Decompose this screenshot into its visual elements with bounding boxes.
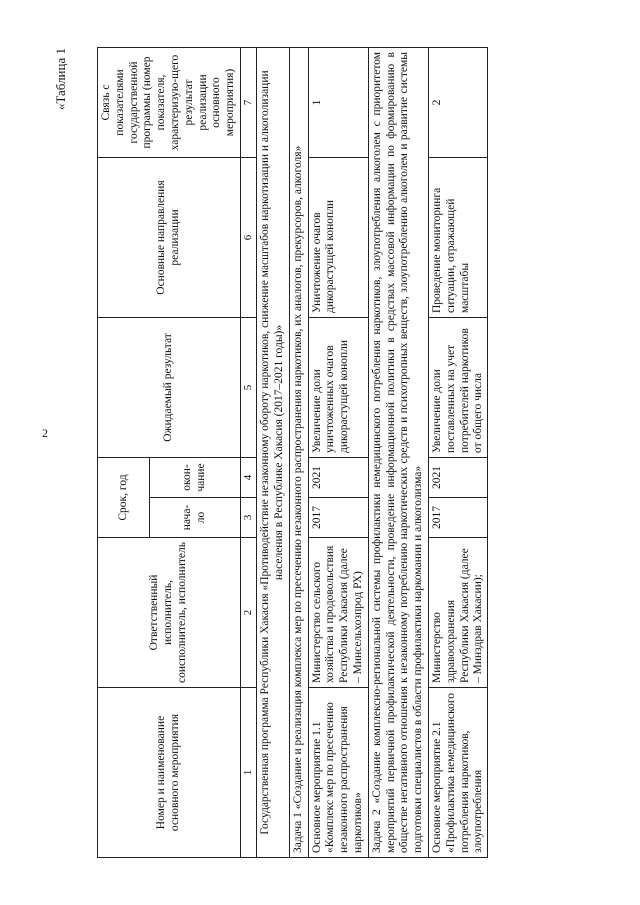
rotated-table-block <box>53 48 527 858</box>
measure-result: Увеличение доли уничтоженных очагов дикорастущей конопли <box>308 318 368 458</box>
measure-start: 2017 <box>308 498 368 538</box>
column-number: 1 <box>240 688 256 858</box>
header-term: Срок, год <box>98 458 150 538</box>
measures-table <box>97 47 488 858</box>
measure-name: Основное мероприятие 1.1 «Комплекс мер по пресечению незаконного распространения наркотиков» <box>308 688 368 858</box>
column-number: 5 <box>240 318 256 458</box>
task-2-text: Задача 2 «Создание комплексно-региональной системы профилактики немедицинского потребления наркотиков, злоупотребления алкоголем с приоритетом мероприятий первичной профилактической деятельности, проведение информационной политики в средствах массовой информации по формированию в обществе негативного отношения к незаконному потреблению наркотических средств и психотропных веществ, злоупотреблению алкоголем и развитие системы подготовки специалистов в области профилактики наркомании и алкоголизма» <box>368 48 428 858</box>
measure-directions: Уничтожение очагов дикорастущей конопли <box>308 158 368 318</box>
program-title: Государственная программа Республики Хакасия «Противодействие незаконному обороту наркотиков, снижение масштабов наркотизации и алкоголизации населения в Республике Хакасия (2017–2021 годы)» <box>257 48 290 858</box>
column-number: 2 <box>240 538 256 688</box>
measure-name: Основное мероприятие 2.1 «Профилактика немедицинского потребления наркотиков, злоупотребления <box>430 692 485 853</box>
measure-end: 2021 <box>308 458 368 498</box>
measure-executor: Министерство здравоохранения Республики Хакасия (далее – Минздрав Хакасии); <box>430 548 485 683</box>
column-number: 7 <box>240 48 256 158</box>
measure-end: 2021 <box>428 458 487 498</box>
task-1-text: Задача 1 «Создание и реализация комплекса мер по пресечению незаконного распространения наркотиков, их аналогов, прекурсоров, алкоголя» <box>289 48 308 858</box>
column-number-row <box>240 48 256 858</box>
measure-executor: Министерство сельского хозяйства и продовольствия Республики Хакасия (далее – Минсельхозпрод РХ) <box>308 538 368 688</box>
task-1-row <box>289 48 308 858</box>
task-2-row <box>368 48 428 858</box>
header-end: окон-чание <box>150 458 241 498</box>
measure-directions: Проведение мониторинга ситуации, отражающей масштабы <box>430 187 471 313</box>
column-number: 6 <box>240 158 256 318</box>
table-row <box>308 48 368 858</box>
header-start: нача-ло <box>150 498 241 538</box>
measure-start: 2017 <box>428 498 487 538</box>
measure-link: 1 <box>308 48 368 158</box>
header-link: Связь с показателями государственной программы (номер показателя, характеризую-щего результат реализации основного мероприятия) <box>98 48 241 158</box>
header-result: Ожидаемый результат <box>98 318 241 458</box>
header-row-top <box>98 48 150 858</box>
table-caption: «Таблица 1 <box>53 48 68 111</box>
header-executor: Ответственный исполнитель, соисполнитель, исполнитель <box>98 538 241 688</box>
measure-link: 2 <box>428 48 487 158</box>
page-number: 2 <box>42 426 48 440</box>
program-title-row <box>257 48 290 858</box>
header-directions: Основные направления реализации <box>98 158 241 318</box>
table-row <box>428 48 487 858</box>
measure-result: Увеличение доли поставленных на учет потребителей наркотиков от общего числа <box>430 328 485 453</box>
column-number: 3 <box>240 498 256 538</box>
header-name: Номер и наименование основного мероприятия <box>98 688 241 858</box>
column-number: 4 <box>240 458 256 498</box>
